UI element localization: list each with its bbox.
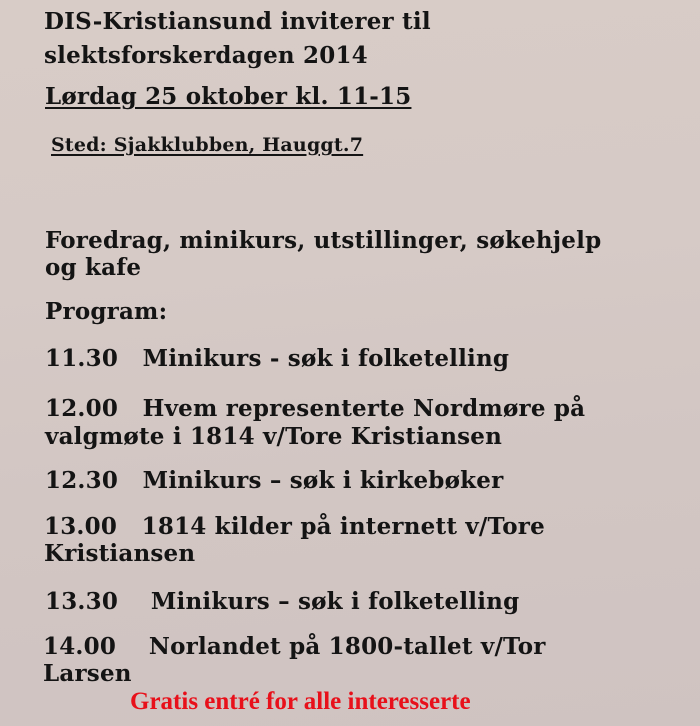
free-entry-note: Gratis entré for alle interesserte <box>130 688 471 715</box>
program-text-continued: Larsen <box>43 660 132 687</box>
title-line-2: slektsforskerdagen 2014 <box>44 42 368 69</box>
event-place: Sted: Sjakklubben, Hauggt.7 <box>51 134 364 156</box>
program-text: Hvem representerte Nordmøre på <box>142 395 586 422</box>
program-time: 12.00 <box>45 395 119 422</box>
program-item <box>45 395 585 422</box>
event-date: Lørdag 25 oktober kl. 11-15 <box>45 83 412 110</box>
program-text: Minikurs - søk i folketelling <box>142 345 510 372</box>
program-time: 12.30 <box>45 467 119 494</box>
program-time: 11.30 <box>45 345 119 372</box>
program-text: Minikurs – søk i kirkebøker <box>142 467 504 494</box>
program-item <box>43 633 546 660</box>
program-item <box>45 588 519 615</box>
program-item <box>45 345 509 372</box>
program-time: 13.00 <box>44 513 118 540</box>
intro-line-1: Foredrag, minikurs, utstillinger, søkehjelp <box>45 227 602 254</box>
program-text: Norlandet på 1800-tallet v/Tor <box>148 633 546 660</box>
program-text: Minikurs – søk i folketelling <box>150 588 520 615</box>
program-text: 1814 kilder på internett v/Tore <box>141 513 545 540</box>
program-item <box>44 513 545 540</box>
program-heading: Program: <box>45 298 168 325</box>
program-time: 14.00 <box>43 633 117 660</box>
program-text-continued: Kristiansen <box>44 540 196 567</box>
program-text-continued: valgmøte i 1814 v/Tore Kristiansen <box>45 423 503 450</box>
title-line-1: DIS-Kristiansund inviterer til <box>44 8 431 35</box>
program-time: 13.30 <box>45 588 119 615</box>
intro-line-2: og kafe <box>45 254 142 281</box>
program-item <box>45 467 503 494</box>
